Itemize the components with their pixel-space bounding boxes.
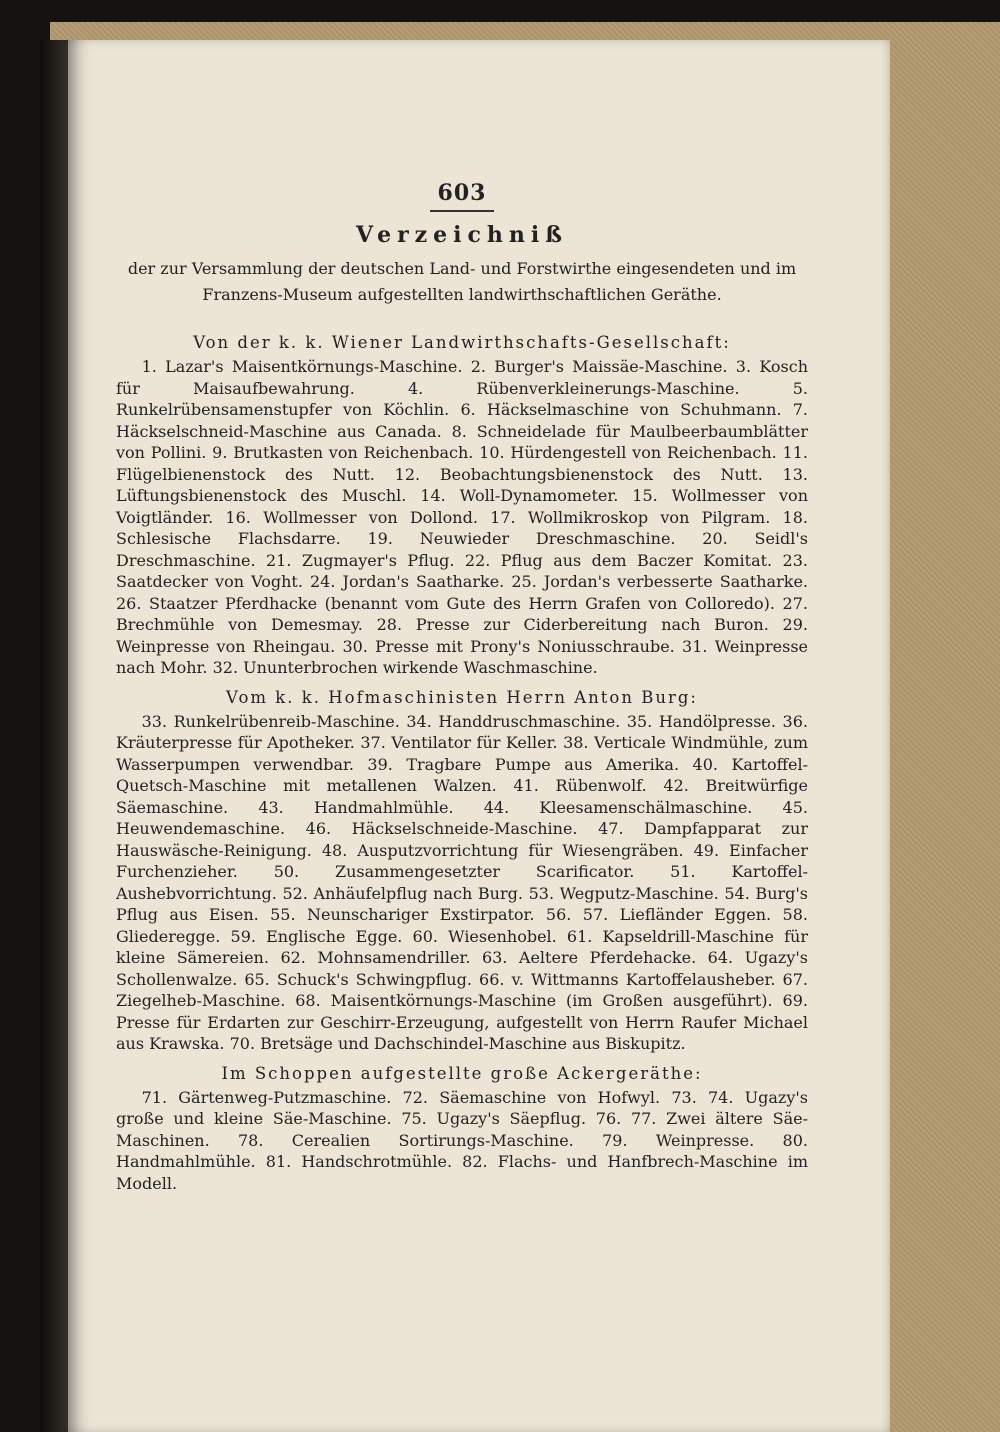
- section-text-schoppen: 71. Gärtenweg-Putzmaschine. 72. Säemaschine von Hofwyl. 73. 74. Ugazy's große und kleine Säe-Maschine. 75. Ugazy's Säepflug. 76. 77. Zwei ältere Säe-Maschinen. 78. Cerealien Sortirungs-Maschine. 79. Weinpresse. 80. Handmahlmühle. 81. Handschrotmühle. 82. Flachs- und Hanfbrech-Maschine im Modell.: [116, 1087, 808, 1193]
- title-rule: [430, 210, 494, 212]
- section-heading-schoppen: Im Schoppen aufgestellte große Ackergeräthe:: [221, 1063, 703, 1083]
- section-heading-anton-burg: Vom k. k. Hofmaschinisten Herrn Anton Burg:: [226, 687, 698, 707]
- page-text: [116, 180, 808, 1194]
- page: [68, 40, 890, 1432]
- section-heading-wiener-gesellschaft: Von der k. k. Wiener Landwirthschafts-Gesellschaft:: [193, 333, 731, 352]
- section-text-anton-burg: 33. Runkelrübenreib-Maschine. 34. Handdruschmaschine. 35. Handölpresse. 36. Kräuterpresse für Apotheker. 37. Ventilator für Keller. 38. Verticale Windmühle, zum Wasserpumpen verwendbar. 39. Tragbare Pumpe aus Amerika. 40. Kartoffel-Quetsch-Maschine mit metallenen Walzen. 41. Rübenwolf. 42. Breitwürfige Säemaschine. 43. Handmahlmühle. 44. Kleesamenschälmaschine. 45. Heuwendemaschine. 46. Häckselschneide-Maschine. 47. Dampfapparat zur Hauswäsche-Reinigung. 48. Ausputzvorrichtung für Wiesengräben. 49. Einfacher Furchenzieher. 50. Zusammengesetzter Scarificator. 51. Kartoffel-Aushebvorrichtung. 52. Anhäufelpflug nach Burg. 53. Wegputz-Maschine. 54. Burg's Pflug aus Eisen. 55. Neunschariger Exstirpator. 56. 57. Liefländer Eggen. 58. Gliederegge. 59. Englische Egge. 60. Wiesenhobel. 61. Kapseldrill-Maschine für kleine Sämereien. 62. Mohnsamendriller. 63. Aeltere Pferdehacke. 64. Ugazy's Schollenwalze. 65. Schuck's Schwingpflug. 66. v. Wittmanns Kartoffelausheber. 67. Ziegelheb-Maschine. 68. Maisentkörnungs-Maschine (im Großen ausgeführt). 69. Presse für Erdarten zur Geschirr-Erzeugung, aufgestellt von Herrn Raufer Michael aus Krawska. 70. Bretsäge und Dachschindel-Maschine aus Biskupitz.: [116, 711, 808, 1053]
- section-text-wiener-gesellschaft: 1. Lazar's Maisentkörnungs-Maschine. 2. Burger's Maissäe-Maschine. 3. Kosch für Maisaufbewahrung. 4. Rübenverkleinerungs-Maschine. 5. Runkelrübensamenstupfer von Köchlin. 6. Häckselmaschine von Schuhmann. 7. Häckselschneid-Maschine aus Canada. 8. Schneidelade für Maulbeerbaumblätter von Pollini. 9. Brutkasten von Reichenbach. 10. Hürdengestell von Reichenbach. 11. Flügelbienenstock des Nutt. 12. Beobachtungsbienenstock des Nutt. 13. Lüftungsbienenstock des Muschl. 14. Woll-Dynamometer. 15. Wollmesser von Voigtländer. 16. Wollmesser von Dollond. 17. Wollmikroskop von Pilgram. 18. Schlesische Flachsdarre. 19. Neuwieder Dreschmaschine. 20. Seidl's Dreschmaschine. 21. Zugmayer's Pflug. 22. Pflug aus dem Baczer Komitat. 23. Saatdecker von Voght. 24. Jordan's Saatharke. 25. Jordan's verbesserte Saatharke. 26. Staatzer Pferdhacke (benannt vom Gute des Herrn Grafen von Colloredo). 27. Brechmühle von Demesmay. 28. Presse zur Ciderbereitung nach Buron. 29. Weinpresse von Rheingau. 30. Presse mit Prony's Noniusschraube. 31. Weinpresse nach Mohr. 32. Ununterbrochen wirkende Waschmaschine.: [116, 357, 808, 677]
- page-subtitle: der zur Versammlung der deutschen Land- und Forstwirthe eingesendeten und im Franzens-Museum aufgestellten landwirthschaftlichen Geräthe.: [127, 259, 797, 304]
- page-number: 603: [437, 180, 487, 206]
- page-title: Verzeichniß: [356, 222, 568, 248]
